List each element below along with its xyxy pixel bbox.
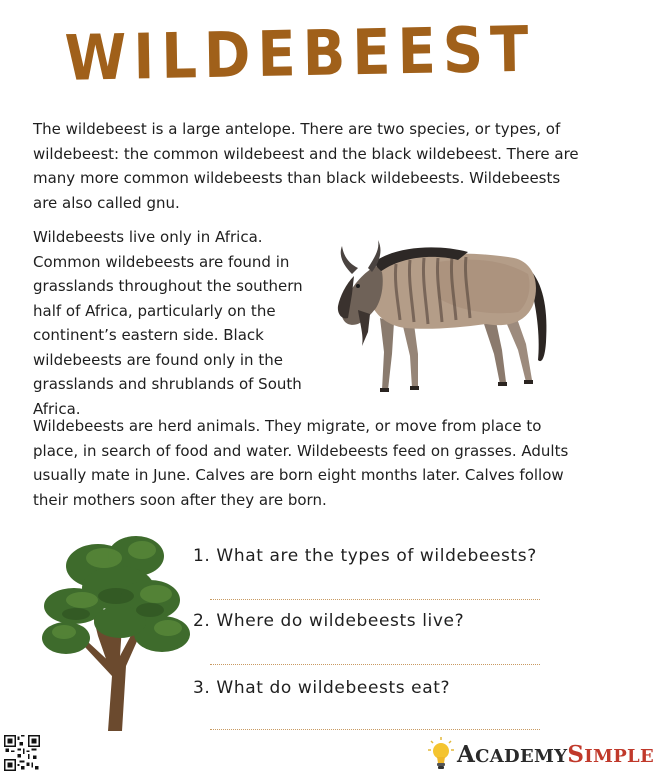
behavior-paragraph: Wildebeests are herd animals. They migrate, or move from place to place, in search of food and water. Wildebeests feed on grasses. Adults usually mate in June. Calves are born eight months later. Calves follow their mothers soon after they are born. [33,417,569,509]
page-title: WILDEBEEST [64,13,536,96]
answer-line-2[interactable] [210,664,540,665]
qr-code[interactable] [4,735,40,771]
wildebeest-illustration [318,232,558,397]
habitat-paragraph: Wildebeests live only in Africa. Common wildebeests are found in grasslands throughout the southern half of Africa, particularly on the continent’s eastern side. Black wildebeests are found only in the grasslands and shrublands of South Africa. [33,228,303,418]
tree-illustration [38,526,196,731]
question-1: 1. What are the types of wildebeests? [193,546,537,566]
intro-paragraph: The wildebeest is a large antelope. There are two species, or types, of wildebeest: the common wildebeest and the black wildebeest. There are many more common wildebeests than black wildebeests. Wildebeests are also called gnu. [33,120,579,212]
academy-simple-logo[interactable] [428,736,654,772]
answer-line-3[interactable] [210,729,540,730]
logo-wordmark: ACADEMYSIMPLE [457,740,654,768]
lightbulb-icon [428,737,454,771]
question-3: 3. What do wildebeests eat? [193,678,451,698]
question-2: 2. Where do wildebeests live? [193,611,465,631]
answer-line-1[interactable] [210,599,540,600]
